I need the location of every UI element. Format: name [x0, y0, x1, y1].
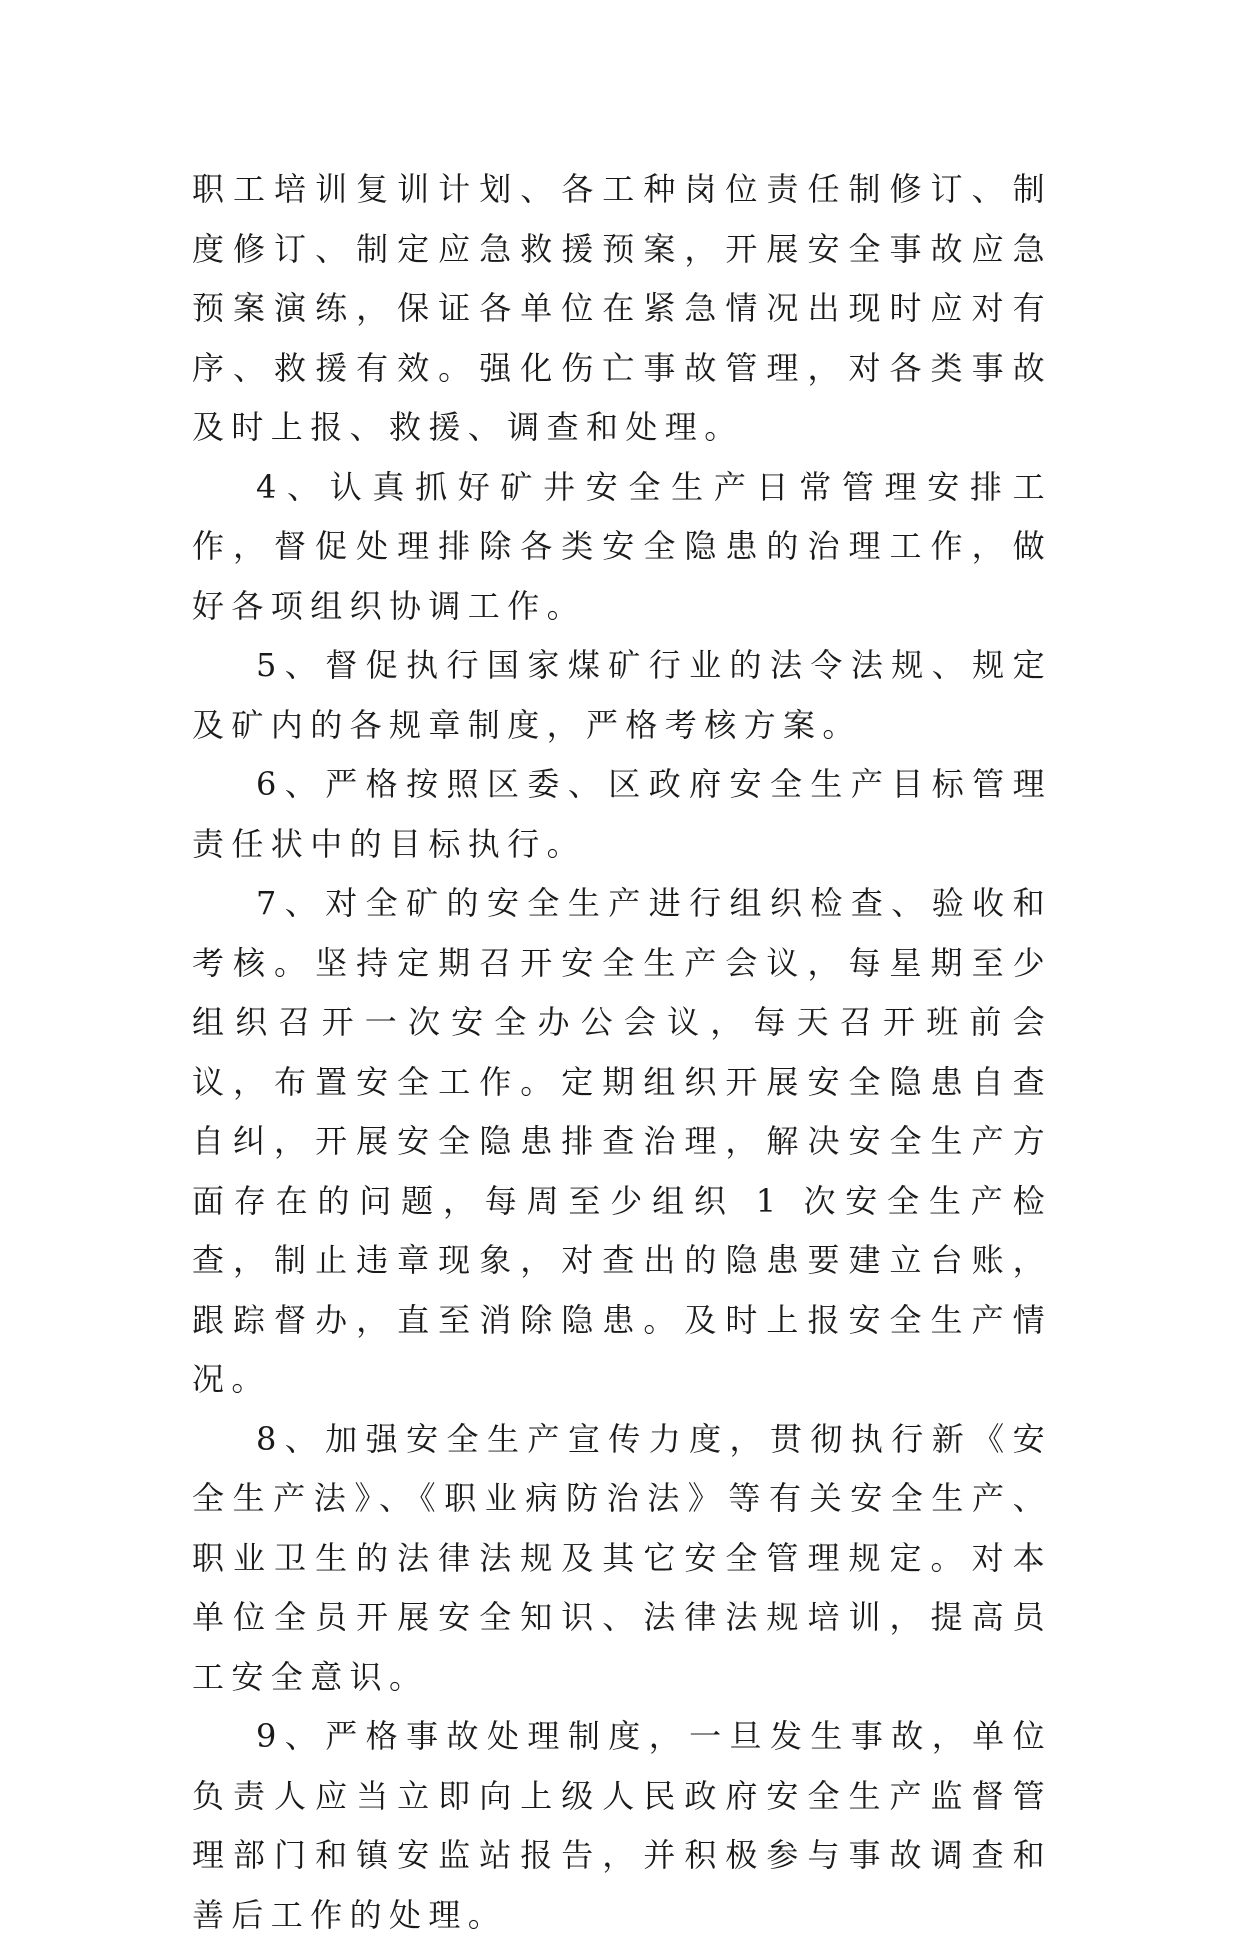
- paragraph-item-9: 9、严格事故处理制度，一旦发生事故，单位负责人应当立即向上级人民政府安全生产监督管理部门和镇安监站报告，并积极参与事故调查和善后工作的处理。: [192, 1717, 1052, 1934]
- paragraph-continuation: 职工培训复训计划、各工种岗位责任制修订、制度修订、制定应急救援预案，开展安全事故应急预案演练，保证各单位在紧急情况出现时应对有序、救援有效。强化伤亡事故管理，对各类事故及时上报、救援、调查和处理。: [192, 170, 1052, 446]
- paragraph-item-8: 8、加强安全生产宣传力度，贯彻执行新《安全生产法》、《职业病防治法》等有关安全生产、职业卫生的法律法规及其它安全管理规定。对本单位全员开展安全知识、法律法规培训，提高员工安全意识。: [192, 1419, 1052, 1696]
- paragraph-item-5: 5、督促执行国家煤矿行业的法令法规、规定及矿内的各规章制度，严格考核方案。: [192, 646, 1052, 744]
- document-body: [192, 160, 1052, 1945]
- paragraph-item-7: 7、对全矿的安全生产进行组织检查、验收和考核。坚持定期召开安全生产会议，每星期至少组织召开一次安全办公会议，每天召开班前会议，布置安全工作。定期组织开展安全隐患自查自纠，开展安全隐患排查治理，解决安全生产方面存在的问题，每周至少组织 1 次安全生产检查，制止违章现象，对查出的隐患要建立台账，跟踪督办，直至消除隐患。及时上报安全生产情况。: [192, 884, 1052, 1398]
- paragraph-item-6: 6、严格按照区委、区政府安全生产目标管理责任状中的目标执行。: [192, 765, 1052, 863]
- paragraph-item-4: 4、认真抓好矿井安全生产日常管理安排工作，督促处理排除各类安全隐患的治理工作，做好各项组织协调工作。: [192, 467, 1052, 625]
